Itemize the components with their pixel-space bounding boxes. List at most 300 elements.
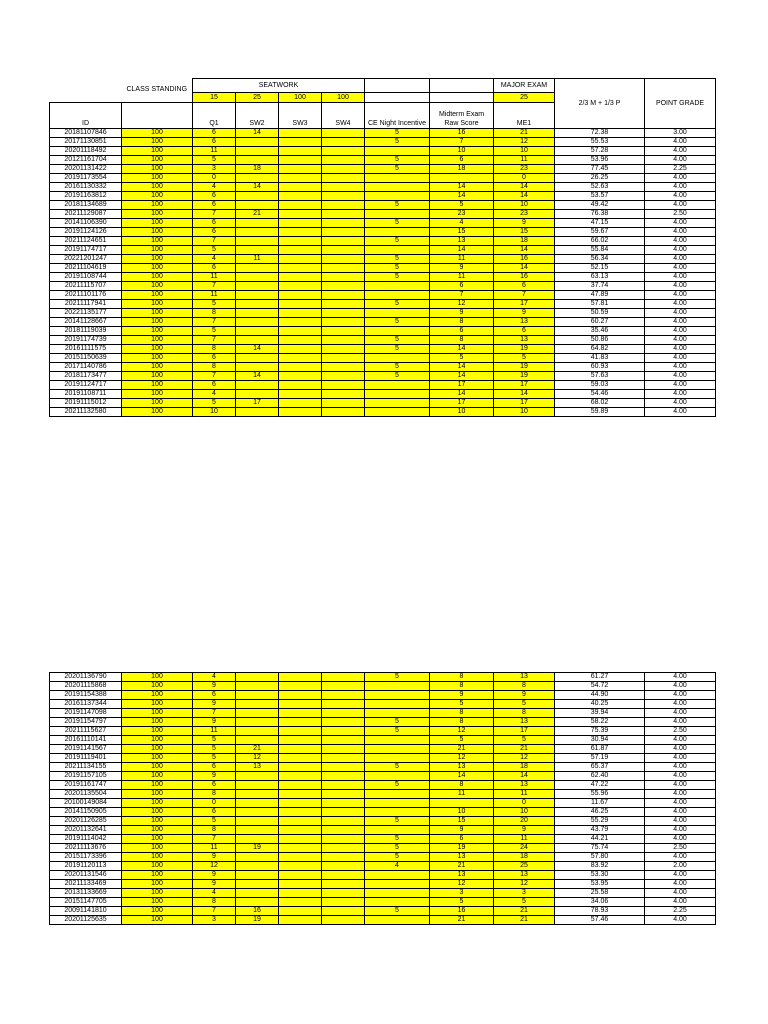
table-row <box>50 408 716 417</box>
ce-incentive-cell: 5 <box>365 727 430 736</box>
me1-cell: 18 <box>494 237 555 246</box>
id-cell: 20201115868 <box>50 682 122 691</box>
ce-header: CE Night Incentive <box>365 103 430 129</box>
sw4-cell <box>322 682 365 691</box>
sw3-cell <box>279 264 322 273</box>
sw2-cell <box>236 138 279 147</box>
sw2-cell <box>236 156 279 165</box>
sw2-cell <box>236 318 279 327</box>
midterm-raw-cell: 12 <box>430 300 494 309</box>
q1-cell: 7 <box>193 835 236 844</box>
class-standing-cell: 100 <box>122 772 193 781</box>
ce-incentive-cell <box>365 745 430 754</box>
point-grade-cell: 4.00 <box>645 228 716 237</box>
id-cell: 20151173396 <box>50 853 122 862</box>
blank-cell <box>365 93 430 103</box>
class-standing-cell: 100 <box>122 174 193 183</box>
ce-incentive-cell <box>365 183 430 192</box>
ce-incentive-cell: 5 <box>365 835 430 844</box>
q1-cell: 7 <box>193 709 236 718</box>
point-grade-cell: 2.50 <box>645 210 716 219</box>
me1-cell: 17 <box>494 399 555 408</box>
q1-cell: 7 <box>193 282 236 291</box>
point-grade-cell: 4.00 <box>645 318 716 327</box>
class-standing-cell: 100 <box>122 192 193 201</box>
point-grade-cell: 4.00 <box>645 808 716 817</box>
id-cell: 20211113676 <box>50 844 122 853</box>
formula-score-cell: 39.94 <box>555 709 645 718</box>
midterm-raw-cell: 11 <box>430 790 494 799</box>
sw2-cell <box>236 273 279 282</box>
ce-incentive-cell: 5 <box>365 138 430 147</box>
me1-cell: 10 <box>494 808 555 817</box>
formula-score-cell: 63.13 <box>555 273 645 282</box>
id-cell: 20191163812 <box>50 192 122 201</box>
sw3-cell <box>279 673 322 682</box>
class-standing-cell: 100 <box>122 727 193 736</box>
midterm-raw-cell: 7 <box>430 291 494 300</box>
midterm-raw-cell: 14 <box>430 772 494 781</box>
sw2-cell <box>236 327 279 336</box>
class-standing-cell: 100 <box>122 246 193 255</box>
sw4-cell <box>322 219 365 228</box>
sw2-cell: 14 <box>236 345 279 354</box>
point-grade-cell: 4.00 <box>645 871 716 880</box>
id-cell: 20191141567 <box>50 745 122 754</box>
id-cell: 20201118492 <box>50 147 122 156</box>
sw2-cell <box>236 354 279 363</box>
id-cell: 20221201247 <box>50 255 122 264</box>
sw3-cell <box>279 147 322 156</box>
q1-cell: 5 <box>193 736 236 745</box>
q1-cell: 8 <box>193 309 236 318</box>
sw3-cell <box>279 826 322 835</box>
ce-incentive-cell: 5 <box>365 255 430 264</box>
ce-incentive-cell <box>365 192 430 201</box>
table-row <box>50 736 716 745</box>
id-cell: 20211115707 <box>50 282 122 291</box>
sw2-cell <box>236 682 279 691</box>
sw3-cell <box>279 727 322 736</box>
midterm-header-line2: Raw Score <box>444 120 479 127</box>
ce-incentive-cell <box>365 754 430 763</box>
class-standing-cell: 100 <box>122 300 193 309</box>
midterm-raw-cell: 9 <box>430 309 494 318</box>
sw4-cell <box>322 273 365 282</box>
formula-score-cell: 55.96 <box>555 790 645 799</box>
sw3-cell <box>279 781 322 790</box>
sw2-cell: 13 <box>236 763 279 772</box>
table-row <box>50 898 716 907</box>
table-row <box>50 880 716 889</box>
id-header: ID <box>50 103 122 129</box>
class-standing-cell: 100 <box>122 210 193 219</box>
point-grade-cell: 4.00 <box>645 273 716 282</box>
sw4-cell <box>322 916 365 925</box>
sw4-cell <box>322 192 365 201</box>
id-cell: 20121161704 <box>50 156 122 165</box>
sw2-cell: 17 <box>236 399 279 408</box>
point-grade-cell: 4.00 <box>645 237 716 246</box>
sw3-cell <box>279 682 322 691</box>
id-cell: 20151147705 <box>50 898 122 907</box>
sw3-cell <box>279 718 322 727</box>
me1-cell: 14 <box>494 390 555 399</box>
sw2-header: SW2 <box>236 103 279 129</box>
sw4-cell <box>322 309 365 318</box>
point-grade-cell: 4.00 <box>645 156 716 165</box>
class-standing-cell: 100 <box>122 201 193 210</box>
ce-incentive-cell: 5 <box>365 853 430 862</box>
q1-cell: 11 <box>193 844 236 853</box>
sw2-cell <box>236 147 279 156</box>
sw3-cell <box>279 210 322 219</box>
q1-cell: 4 <box>193 183 236 192</box>
table-body-top <box>50 129 716 417</box>
id-cell: 20191114042 <box>50 835 122 844</box>
q1-cell: 0 <box>193 174 236 183</box>
sw3-cell <box>279 174 322 183</box>
sw4-cell <box>322 183 365 192</box>
point-grade-cell: 4.00 <box>645 138 716 147</box>
formula-score-cell: 62.40 <box>555 772 645 781</box>
me1-cell: 7 <box>494 291 555 300</box>
id-cell: 20191124717 <box>50 381 122 390</box>
formula-score-cell: 53.96 <box>555 156 645 165</box>
formula-score-cell: 59.89 <box>555 408 645 417</box>
sw4-cell <box>322 399 365 408</box>
me1-cell: 13 <box>494 781 555 790</box>
q1-cell: 5 <box>193 754 236 763</box>
point-grade-cell: 4.00 <box>645 673 716 682</box>
me1-cell: 25 <box>494 862 555 871</box>
sw4-cell <box>322 237 365 246</box>
me1-cell: 18 <box>494 763 555 772</box>
sw2-cell <box>236 799 279 808</box>
sw2-cell <box>236 381 279 390</box>
point-grade-cell: 4.00 <box>645 853 716 862</box>
ce-incentive-cell <box>365 282 430 291</box>
id-cell: 20161130332 <box>50 183 122 192</box>
sw2-cell: 21 <box>236 745 279 754</box>
table-row <box>50 138 716 147</box>
formula-score-cell: 78.93 <box>555 907 645 916</box>
me1-cell: 13 <box>494 718 555 727</box>
sw4-cell <box>322 772 365 781</box>
q1-cell: 6 <box>193 381 236 390</box>
table-row <box>50 291 716 300</box>
class-standing-cell: 100 <box>122 763 193 772</box>
ce-incentive-cell <box>365 291 430 300</box>
sw4-cell <box>322 745 365 754</box>
formula-score-cell: 55.84 <box>555 246 645 255</box>
ce-incentive-cell: 5 <box>365 336 430 345</box>
table-row <box>50 129 716 138</box>
midterm-raw-cell: 9 <box>430 826 494 835</box>
me1-cell: 18 <box>494 853 555 862</box>
sw3-cell <box>279 390 322 399</box>
q1-cell: 8 <box>193 826 236 835</box>
sw3-cell <box>279 327 322 336</box>
q1-cell: 5 <box>193 246 236 255</box>
me1-cell: 14 <box>494 192 555 201</box>
table-row <box>50 718 716 727</box>
midterm-raw-cell: 15 <box>430 228 494 237</box>
sw3-cell <box>279 138 322 147</box>
midterm-raw-cell: 12 <box>430 754 494 763</box>
q1-header: Q1 <box>193 103 236 129</box>
class-standing-cell: 100 <box>122 408 193 417</box>
midterm-raw-cell: 9 <box>430 264 494 273</box>
sw4-cell <box>322 174 365 183</box>
class-standing-cell: 100 <box>122 372 193 381</box>
table-row <box>50 201 716 210</box>
point-grade-cell: 4.00 <box>645 192 716 201</box>
sw4-cell <box>322 390 365 399</box>
q1-cell: 12 <box>193 862 236 871</box>
point-grade-cell: 4.00 <box>645 700 716 709</box>
max-sw4: 100 <box>322 93 365 103</box>
id-cell: 20191173554 <box>50 174 122 183</box>
sw2-cell: 21 <box>236 210 279 219</box>
table-row <box>50 916 716 925</box>
class-standing-cell: 100 <box>122 138 193 147</box>
formula-score-cell: 50.59 <box>555 309 645 318</box>
id-cell: 20221135177 <box>50 309 122 318</box>
table-row <box>50 835 716 844</box>
sw4-cell <box>322 318 365 327</box>
sw4-cell <box>322 754 365 763</box>
ce-incentive-cell <box>365 871 430 880</box>
sw4-cell <box>322 201 365 210</box>
q1-cell: 10 <box>193 408 236 417</box>
ce-incentive-cell <box>365 327 430 336</box>
id-cell: 20211132580 <box>50 408 122 417</box>
formula-score-cell: 54.72 <box>555 682 645 691</box>
sw4-cell <box>322 691 365 700</box>
sw2-cell: 14 <box>236 129 279 138</box>
id-cell: 20181107846 <box>50 129 122 138</box>
table-row <box>50 790 716 799</box>
formula-score-cell: 68.02 <box>555 399 645 408</box>
formula-score-cell: 57.63 <box>555 372 645 381</box>
midterm-raw-cell: 8 <box>430 673 494 682</box>
table-row <box>50 871 716 880</box>
me1-cell: 10 <box>494 408 555 417</box>
midterm-raw-cell: 5 <box>430 898 494 907</box>
class-standing-cell: 100 <box>122 745 193 754</box>
class-standing-cell: 100 <box>122 165 193 174</box>
point-grade-header: POINT GRADE <box>645 79 716 129</box>
sw3-cell <box>279 408 322 417</box>
ce-incentive-cell: 5 <box>365 300 430 309</box>
class-standing-cell: 100 <box>122 853 193 862</box>
formula-score-cell: 55.29 <box>555 817 645 826</box>
class-standing-cell: 100 <box>122 228 193 237</box>
table-row <box>50 399 716 408</box>
class-standing-cell: 100 <box>122 273 193 282</box>
ce-incentive-cell: 5 <box>365 718 430 727</box>
table-row <box>50 237 716 246</box>
me1-cell: 17 <box>494 727 555 736</box>
ce-incentive-cell <box>365 390 430 399</box>
me1-cell: 10 <box>494 147 555 156</box>
me1-cell: 13 <box>494 318 555 327</box>
midterm-raw-cell: 8 <box>430 709 494 718</box>
sw3-cell <box>279 907 322 916</box>
me1-cell: 5 <box>494 736 555 745</box>
sw2-cell: 12 <box>236 754 279 763</box>
table-row <box>50 309 716 318</box>
sw3-cell <box>279 808 322 817</box>
sw4-cell <box>322 228 365 237</box>
q1-cell: 9 <box>193 871 236 880</box>
sw2-cell: 14 <box>236 183 279 192</box>
sw4-cell <box>322 880 365 889</box>
midterm-raw-cell: 10 <box>430 147 494 156</box>
sw4-cell <box>322 790 365 799</box>
formula-score-cell: 66.02 <box>555 237 645 246</box>
sw4-cell <box>322 844 365 853</box>
id-cell: 20191119401 <box>50 754 122 763</box>
formula-score-cell: 34.06 <box>555 898 645 907</box>
class-standing-header: CLASS STANDING <box>126 86 188 94</box>
class-standing-cell: 100 <box>122 363 193 372</box>
class-standing-cell: 100 <box>122 835 193 844</box>
me1-cell: 19 <box>494 372 555 381</box>
ce-incentive-cell <box>365 790 430 799</box>
sw3-header: SW3 <box>279 103 322 129</box>
midterm-raw-cell: 19 <box>430 844 494 853</box>
id-cell: 20141106390 <box>50 219 122 228</box>
table-row <box>50 264 716 273</box>
midterm-raw-cell: 14 <box>430 345 494 354</box>
midterm-raw-cell: 14 <box>430 390 494 399</box>
class-standing-cell: 100 <box>122 129 193 138</box>
table-row <box>50 907 716 916</box>
sw4-cell <box>322 210 365 219</box>
class-standing-cell: 100 <box>122 907 193 916</box>
sw2-cell <box>236 336 279 345</box>
table-row <box>50 318 716 327</box>
q1-cell: 11 <box>193 273 236 282</box>
table-row <box>50 844 716 853</box>
me1-cell: 14 <box>494 264 555 273</box>
me1-cell: 16 <box>494 255 555 264</box>
sw4-cell <box>322 835 365 844</box>
class-standing-cell: 100 <box>122 682 193 691</box>
class-standing-cell: 100 <box>122 691 193 700</box>
class-standing-cell: 100 <box>122 808 193 817</box>
midterm-raw-cell: 8 <box>430 336 494 345</box>
formula-score-cell: 43.79 <box>555 826 645 835</box>
table-row <box>50 817 716 826</box>
midterm-raw-cell: 16 <box>430 129 494 138</box>
formula-score-cell: 11.67 <box>555 799 645 808</box>
sw2-cell <box>236 363 279 372</box>
point-grade-cell: 4.00 <box>645 174 716 183</box>
table-row <box>50 183 716 192</box>
class-standing-cell: 100 <box>122 826 193 835</box>
sw4-cell <box>322 709 365 718</box>
midterm-raw-cell: 14 <box>430 246 494 255</box>
class-standing-cell: 100 <box>122 718 193 727</box>
formula-score-cell: 60.93 <box>555 363 645 372</box>
ce-incentive-cell: 4 <box>365 862 430 871</box>
sw3-cell <box>279 282 322 291</box>
sw4-cell <box>322 246 365 255</box>
id-cell: 20191108711 <box>50 390 122 399</box>
class-standing-cell: 100 <box>122 147 193 156</box>
me1-cell: 11 <box>494 790 555 799</box>
sw3-cell <box>279 871 322 880</box>
table-row <box>50 772 716 781</box>
me1-cell: 19 <box>494 345 555 354</box>
ce-incentive-cell <box>365 709 430 718</box>
ce-incentive-cell: 5 <box>365 907 430 916</box>
q1-cell: 6 <box>193 691 236 700</box>
id-cell: 20201136790 <box>50 673 122 682</box>
point-grade-cell: 4.00 <box>645 745 716 754</box>
class-standing-cell: 100 <box>122 336 193 345</box>
sw4-cell <box>322 727 365 736</box>
midterm-raw-cell: 8 <box>430 718 494 727</box>
sw2-cell: 18 <box>236 165 279 174</box>
blank-cell <box>430 79 494 93</box>
table-row <box>50 799 716 808</box>
sw2-cell <box>236 871 279 880</box>
ce-incentive-cell <box>365 174 430 183</box>
formula-score-cell: 54.46 <box>555 390 645 399</box>
table-row <box>50 345 716 354</box>
id-cell: 20211129087 <box>50 210 122 219</box>
midterm-raw-cell: 14 <box>430 183 494 192</box>
class-standing-cell: 100 <box>122 219 193 228</box>
sw2-cell <box>236 808 279 817</box>
me1-cell: 8 <box>494 709 555 718</box>
midterm-raw-cell: 13 <box>430 237 494 246</box>
sw4-cell <box>322 129 365 138</box>
formula-score-cell: 57.81 <box>555 300 645 309</box>
sw2-cell <box>236 889 279 898</box>
me1-cell: 17 <box>494 300 555 309</box>
sw3-cell <box>279 237 322 246</box>
midterm-raw-cell: 17 <box>430 399 494 408</box>
id-cell: 20211117941 <box>50 300 122 309</box>
sw3-cell <box>279 880 322 889</box>
point-grade-cell: 4.00 <box>645 790 716 799</box>
me1-cell: 9 <box>494 309 555 318</box>
ce-incentive-cell: 5 <box>365 763 430 772</box>
sw3-cell <box>279 862 322 871</box>
id-cell: 20181173477 <box>50 372 122 381</box>
q1-cell: 6 <box>193 763 236 772</box>
point-grade-cell: 4.00 <box>645 709 716 718</box>
id-cell: 20191154797 <box>50 718 122 727</box>
midterm-raw-cell: 13 <box>430 853 494 862</box>
midterm-raw-cell: 6 <box>430 835 494 844</box>
q1-cell: 6 <box>193 138 236 147</box>
formula-score-cell: 59.03 <box>555 381 645 390</box>
id-cell: 20161110141 <box>50 736 122 745</box>
formula-score-cell: 56.34 <box>555 255 645 264</box>
class-standing-cell: 100 <box>122 871 193 880</box>
point-grade-cell: 2.25 <box>645 165 716 174</box>
sw2-cell <box>236 174 279 183</box>
me1-cell: 6 <box>494 282 555 291</box>
sw4-cell <box>322 898 365 907</box>
sw2-cell <box>236 781 279 790</box>
